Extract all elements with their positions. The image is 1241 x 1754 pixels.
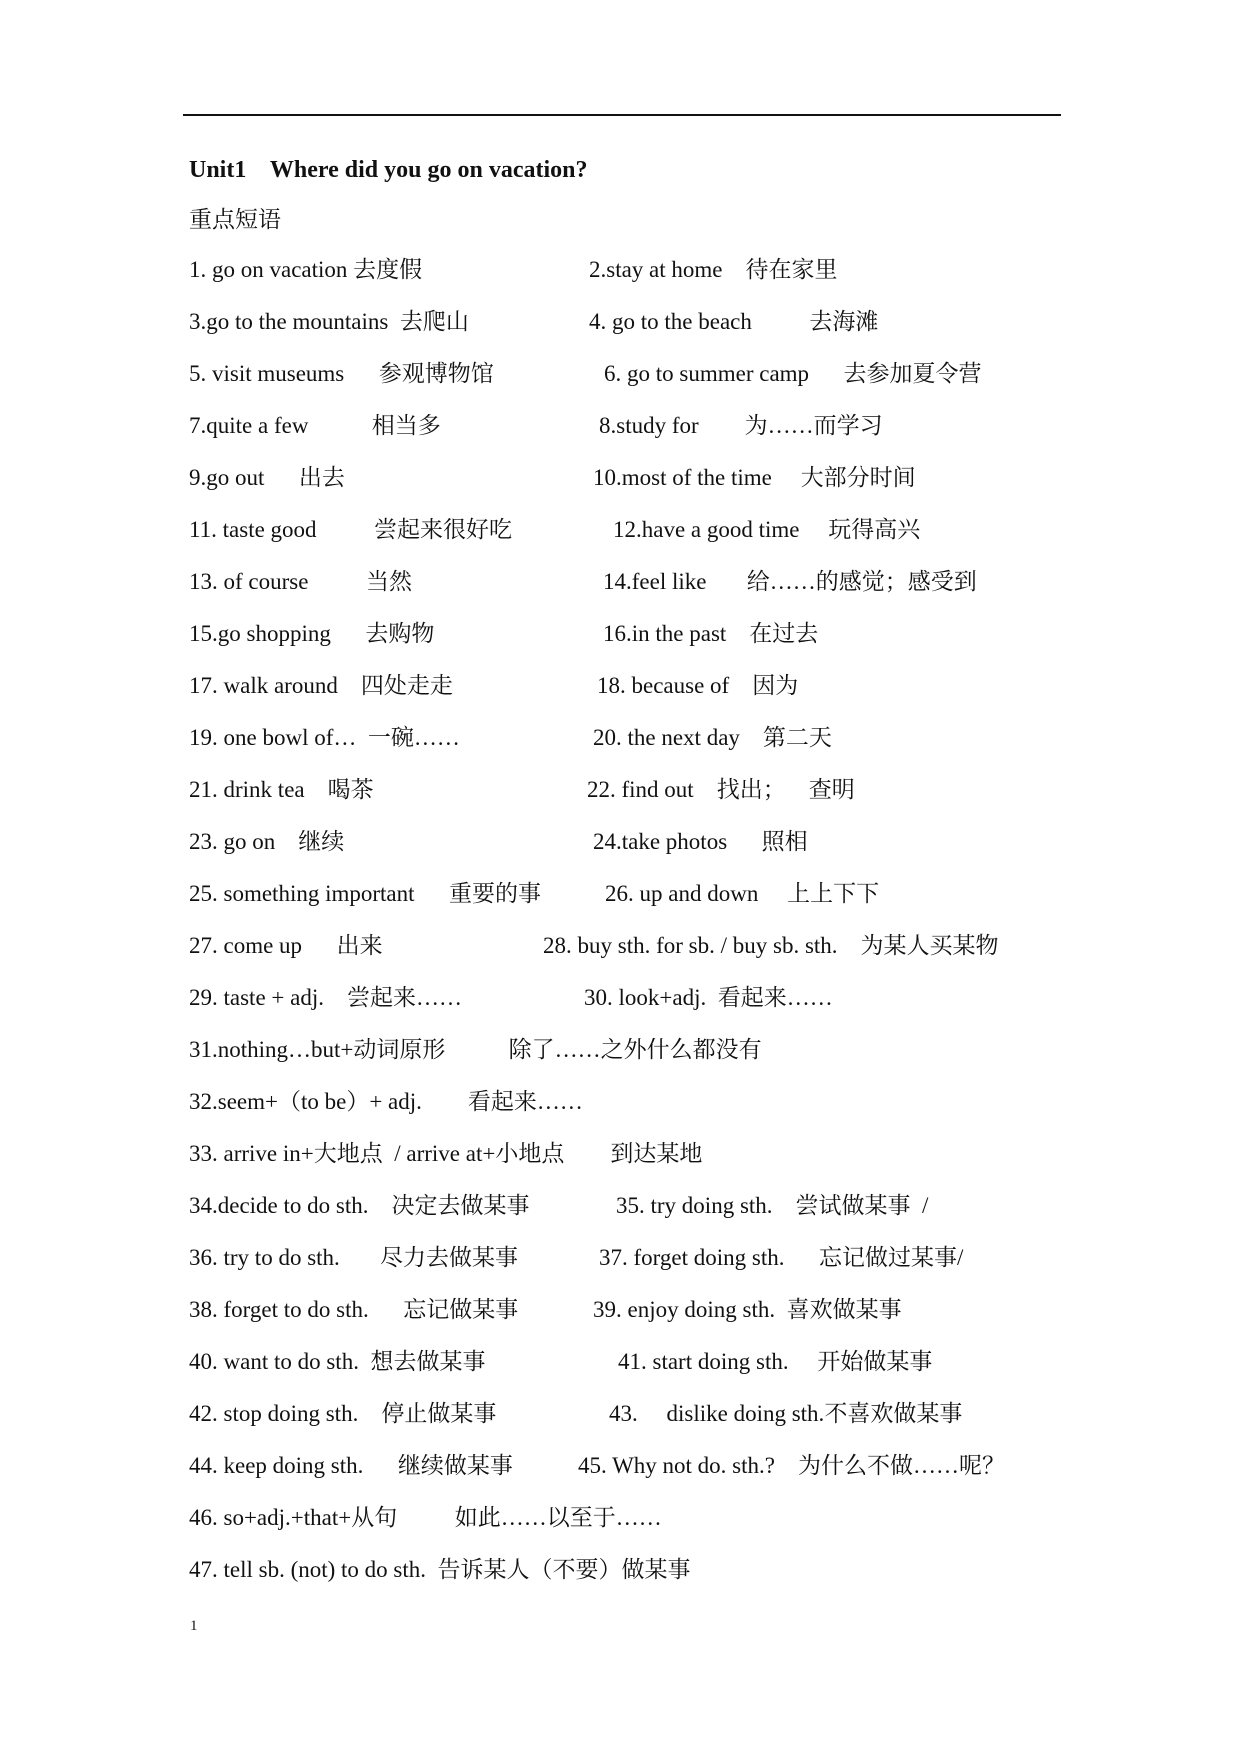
phrase-row xyxy=(189,878,1069,930)
phrase-row xyxy=(189,1450,1069,1502)
phrase-english: 31.nothing…but+动词原形 xyxy=(189,1037,509,1062)
phrase-row xyxy=(189,722,1069,774)
phrase-item xyxy=(597,670,798,702)
phrase-english: 27. come up xyxy=(189,933,337,958)
phrase-english: 12.have a good time xyxy=(613,517,829,542)
phrase-chinese: 出去 xyxy=(298,465,345,490)
phrase-english: 21. drink tea xyxy=(189,777,328,802)
phrase-english: 6. go to summer camp xyxy=(604,361,844,386)
phrase-item xyxy=(543,930,999,962)
phrase-english: 44. keep doing sth. xyxy=(189,1453,398,1478)
phrase-row xyxy=(189,254,1069,306)
phrase-english: 3.go to the mountains xyxy=(189,309,400,334)
phrase-chinese: 决定去做某事 xyxy=(391,1193,530,1218)
phrase-chinese: 去爬山 xyxy=(399,309,469,334)
phrase-chinese: 找出； 查明 xyxy=(716,777,855,802)
phrase-chinese: 忘记做过某事/ xyxy=(818,1245,964,1270)
phrase-row xyxy=(189,1398,1069,1450)
phrase-item xyxy=(605,878,879,910)
phrase-chinese: 去海滩 xyxy=(809,309,879,334)
phrase-english: 16.in the past xyxy=(603,621,750,646)
phrase-english: 2.stay at home xyxy=(589,257,746,282)
phrase-item xyxy=(599,410,883,442)
phrase-row xyxy=(189,514,1069,566)
phrase-english: 20. the next day xyxy=(593,725,763,750)
phrase-chinese: 为……而学习 xyxy=(744,413,883,438)
phrase-english: 11. taste good xyxy=(189,517,375,542)
phrase-item xyxy=(593,826,808,858)
phrase-item xyxy=(618,1346,932,1378)
phrase-row xyxy=(189,670,1069,722)
phrase-row xyxy=(189,1294,1069,1346)
phrase-item xyxy=(189,982,462,1014)
phrase-item xyxy=(603,566,977,598)
phrase-chinese: 想去做某事 xyxy=(370,1349,486,1374)
phrase-item xyxy=(189,826,344,858)
phrase-chinese: 重要的事 xyxy=(449,881,542,906)
phrase-item xyxy=(578,1450,1005,1482)
phrase-row xyxy=(189,930,1069,982)
phrase-chinese: 不喜欢做某事 xyxy=(824,1401,963,1426)
phrase-english: 40. want to do sth. xyxy=(189,1349,371,1374)
phrase-item xyxy=(189,774,374,806)
phrase-row xyxy=(189,566,1069,618)
phrase-chinese: 上上下下 xyxy=(787,881,880,906)
phrase-english: 25. something important xyxy=(189,881,450,906)
phrase-chinese: 喜欢做某事 xyxy=(786,1297,902,1322)
phrase-english: 19. one bowl of… xyxy=(189,725,368,750)
phrase-chinese: 相当多 xyxy=(371,413,441,438)
phrase-row xyxy=(189,774,1069,826)
phrase-row xyxy=(189,410,1069,462)
phrase-chinese: 去参加夏令营 xyxy=(843,361,982,386)
phrase-english: 7.quite a few xyxy=(189,413,372,438)
phrase-item xyxy=(189,1346,485,1378)
phrase-item xyxy=(189,410,441,442)
phrase-row xyxy=(189,1502,1069,1554)
header-rule xyxy=(183,114,1061,116)
phrase-english: 30. look+adj. xyxy=(584,985,718,1010)
phrase-english: 5. visit museums xyxy=(189,361,379,386)
phrase-english: 24.take photos xyxy=(593,829,762,854)
phrase-chinese: 尝试做某事 / xyxy=(795,1193,929,1218)
phrase-chinese: 待在家里 xyxy=(745,257,838,282)
phrase-chinese: 为什么不做……呢？ xyxy=(797,1453,1005,1478)
phrase-item xyxy=(189,254,422,286)
phrase-item xyxy=(189,1294,518,1326)
phrase-row xyxy=(189,358,1069,410)
phrase-chinese: 第二天 xyxy=(762,725,832,750)
phrase-row xyxy=(189,306,1069,358)
phrase-item xyxy=(613,514,920,546)
phrase-chinese: 如此……以至于…… xyxy=(454,1505,662,1530)
phrase-item xyxy=(189,1138,702,1170)
phrase-chinese: 照相 xyxy=(761,829,808,854)
phrase-english: 28. buy sth. for sb. / buy sb. sth. xyxy=(543,933,861,958)
phrase-item xyxy=(189,930,383,962)
phrase-english: 10.most of the time xyxy=(593,465,801,490)
phrase-english: 37. forget doing sth. xyxy=(599,1245,819,1270)
phrase-chinese: 参观博物馆 xyxy=(378,361,494,386)
phrase-chinese: 继续做某事 xyxy=(397,1453,513,1478)
phrase-english: 1. go on vacation xyxy=(189,257,354,282)
phrase-item xyxy=(189,358,494,390)
phrase-row xyxy=(189,1346,1069,1398)
phrase-row xyxy=(189,1242,1069,1294)
phrase-english: 4. go to the beach xyxy=(589,309,810,334)
phrase-english: 15.go shopping xyxy=(189,621,366,646)
phrase-item xyxy=(609,1398,962,1430)
phrase-english: 38. forget to do sth. xyxy=(189,1297,404,1322)
phrase-item xyxy=(599,1242,963,1274)
phrase-english: 22. find out xyxy=(587,777,717,802)
phrase-item xyxy=(189,878,541,910)
phrase-row xyxy=(189,1034,1069,1086)
phrase-chinese: 四处走走 xyxy=(360,673,453,698)
phrase-item xyxy=(189,1190,530,1222)
phrase-item xyxy=(189,1502,662,1534)
phrase-english: 36. try to do sth. xyxy=(189,1245,381,1270)
phrase-english: 32.seem+（to be）+ adj. xyxy=(189,1089,468,1114)
phrase-item xyxy=(603,618,818,650)
phrase-item xyxy=(593,722,832,754)
phrase-chinese: 告诉某人（不要）做某事 xyxy=(437,1557,691,1582)
phrase-chinese: 去购物 xyxy=(365,621,435,646)
phrase-item xyxy=(616,1190,928,1222)
phrase-chinese: 尽力去做某事 xyxy=(380,1245,519,1270)
phrase-chinese: 看起来…… xyxy=(467,1089,583,1114)
phrase-english: 9.go out xyxy=(189,465,299,490)
phrase-item xyxy=(589,254,838,286)
phrase-item xyxy=(189,1242,518,1274)
phrase-chinese: 在过去 xyxy=(749,621,819,646)
phrase-chinese: 除了……之外什么都没有 xyxy=(508,1037,762,1062)
phrase-item xyxy=(584,982,833,1014)
phrase-item xyxy=(189,306,469,338)
phrase-row xyxy=(189,1138,1069,1190)
phrase-english: 33. arrive in+大地点 / arrive at+小地点 xyxy=(189,1141,611,1166)
phrase-chinese: 忘记做某事 xyxy=(403,1297,519,1322)
phrase-english: 45. Why not do. sth.? xyxy=(578,1453,798,1478)
phrase-english: 8.study for xyxy=(599,413,745,438)
phrase-item xyxy=(189,566,412,598)
phrase-chinese: 停止做某事 xyxy=(381,1401,497,1426)
phrase-chinese: 去度假 xyxy=(353,257,423,282)
phrase-chinese: 继续 xyxy=(298,829,345,854)
phrase-english: 42. stop doing sth. xyxy=(189,1401,382,1426)
phrase-item xyxy=(189,1086,583,1118)
phrase-row xyxy=(189,1190,1069,1242)
phrase-chinese: 因为 xyxy=(752,673,799,698)
phrase-chinese: 尝起来…… xyxy=(346,985,462,1010)
phrase-list xyxy=(189,254,1069,1606)
page-title: Unit1 Where did you go on vacation? xyxy=(189,157,588,183)
phrase-english: 29. taste + adj. xyxy=(189,985,347,1010)
phrase-english: 47. tell sb. (not) to do sth. xyxy=(189,1557,438,1582)
phrase-english: 34.decide to do sth. xyxy=(189,1193,392,1218)
phrase-chinese: 一碗…… xyxy=(367,725,460,750)
section-heading: 重点短语 xyxy=(189,207,281,232)
phrase-item xyxy=(189,670,453,702)
phrase-chinese: 为某人买某物 xyxy=(860,933,999,958)
phrase-english: 43. dislike doing sth. xyxy=(609,1401,825,1426)
phrase-row xyxy=(189,826,1069,878)
phrase-english: 23. go on xyxy=(189,829,299,854)
phrase-item xyxy=(604,358,982,390)
phrase-english: 18. because of xyxy=(597,673,753,698)
phrase-chinese: 出来 xyxy=(336,933,383,958)
phrase-row xyxy=(189,462,1069,514)
page-number: 1 xyxy=(190,1618,198,1634)
phrase-chinese: 当然 xyxy=(365,569,412,594)
phrase-english: 26. up and down xyxy=(605,881,788,906)
phrase-item xyxy=(189,462,345,494)
phrase-item xyxy=(593,462,916,494)
phrase-english: 39. enjoy doing sth. xyxy=(593,1297,787,1322)
phrase-item xyxy=(593,1294,902,1326)
phrase-item xyxy=(189,618,434,650)
phrase-item xyxy=(189,1450,513,1482)
phrase-chinese: 到达某地 xyxy=(610,1141,703,1166)
phrase-item xyxy=(189,1398,496,1430)
phrase-english: 46. so+adj.+that+从句 xyxy=(189,1505,455,1530)
phrase-chinese: 开始做某事 xyxy=(817,1349,933,1374)
phrase-chinese: 给……的感觉；感受到 xyxy=(746,569,977,594)
phrase-row xyxy=(189,1086,1069,1138)
phrase-chinese: 大部分时间 xyxy=(800,465,916,490)
phrase-chinese: 看起来…… xyxy=(717,985,833,1010)
phrase-item xyxy=(189,722,460,754)
phrase-item xyxy=(189,1034,762,1066)
phrase-chinese: 喝茶 xyxy=(327,777,374,802)
phrase-row xyxy=(189,618,1069,670)
phrase-english: 13. of course xyxy=(189,569,366,594)
phrase-item xyxy=(189,514,512,546)
phrase-chinese: 玩得高兴 xyxy=(828,517,921,542)
phrase-english: 41. start doing sth. xyxy=(618,1349,818,1374)
phrase-row xyxy=(189,982,1069,1034)
phrase-english: 17. walk around xyxy=(189,673,361,698)
phrase-row xyxy=(189,1554,1069,1606)
phrase-item xyxy=(189,1554,691,1586)
phrase-item xyxy=(587,774,855,806)
phrase-item xyxy=(589,306,878,338)
phrase-english: 14.feel like xyxy=(603,569,747,594)
phrase-english: 35. try doing sth. xyxy=(616,1193,796,1218)
phrase-chinese: 尝起来很好吃 xyxy=(374,517,513,542)
